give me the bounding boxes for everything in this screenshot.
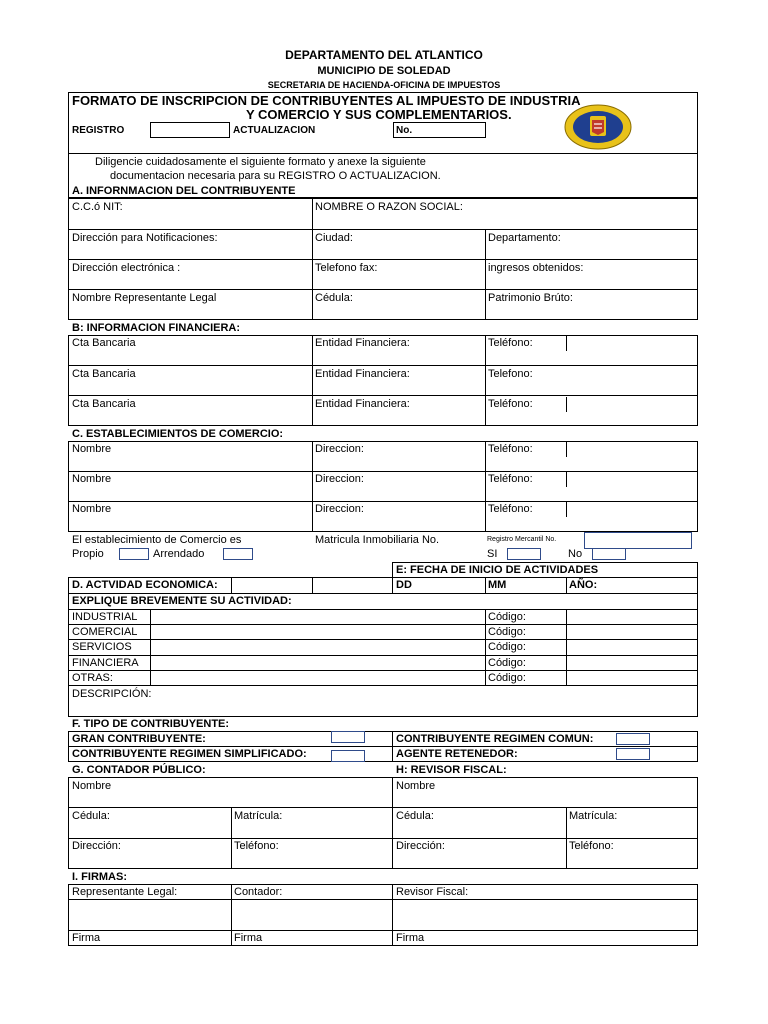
section-e-title: E: FECHA DE INICIO DE ACTIVIDADES	[396, 564, 599, 576]
representante-label: Nombre Representante Legal	[72, 292, 217, 304]
patrimonio-label: Patrimonio Brúto:	[488, 292, 573, 304]
gran-contribuyente-label: GRAN CONTRIBUYENTE:	[72, 733, 206, 745]
financiera-label: FINANCIERA	[72, 657, 139, 669]
si-label: SI	[487, 548, 498, 560]
section-c-title: C. ESTABLECIMIENTOS DE COMERCIO:	[72, 428, 284, 440]
dd-label: DD	[396, 579, 412, 591]
contador-matricula-label: Matrícula:	[234, 810, 283, 822]
propio-checkbox[interactable]	[119, 548, 149, 560]
explique-label: EXPLIQUE BREVEMENTE SU ACTIVIDAD:	[72, 595, 292, 607]
regimen-comun-checkbox[interactable]	[616, 733, 650, 745]
arrendado-checkbox[interactable]	[223, 548, 253, 560]
nombre-c-1: Nombre	[72, 443, 112, 455]
establecimiento-label: El establecimiento de Comercio es	[72, 534, 242, 546]
codigo-4: Código:	[488, 657, 526, 669]
registro-mercantil-label: Registro Mercantil No.	[487, 536, 557, 543]
cedula-label: Cédula:	[315, 292, 353, 304]
agente-retenedor-checkbox[interactable]	[616, 748, 650, 760]
telefono-c-1: Teléfono:	[488, 443, 533, 455]
direccion-elec-label: Dirección electrónica :	[72, 262, 181, 274]
regimen-comun-label: CONTRIBUYENTE REGIMEN COMUN:	[396, 733, 594, 745]
actualizacion-label: ACTUALIZACION	[233, 125, 316, 136]
municipal-seal-icon	[563, 104, 633, 150]
ciudad-label: Ciudad:	[315, 232, 353, 244]
numero-label: No.	[396, 125, 413, 136]
propio-label: Propio	[72, 548, 104, 560]
contador-direccion-label: Dirección:	[72, 840, 121, 852]
firma-contador-label: Contador:	[234, 886, 283, 898]
codigo-3: Código:	[488, 641, 526, 653]
registro-input[interactable]	[150, 122, 230, 138]
arrendado-label: Arrendado	[153, 548, 205, 560]
no-checkbox[interactable]	[592, 548, 626, 560]
agente-retenedor-label: AGENTE RETENEDOR:	[396, 748, 518, 760]
section-f-title: F. TIPO DE CONTRIBUYENTE:	[72, 718, 230, 730]
entidad-3: Entidad Financiera:	[315, 398, 410, 410]
firma-2: Firma	[234, 932, 263, 944]
telefono-b-1: Teléfono:	[488, 337, 533, 349]
regimen-simpl-label: CONTRIBUYENTE REGIMEN SIMPLIFICADO:	[72, 748, 307, 760]
revisor-telefono-label: Teléfono:	[569, 840, 614, 852]
firma-1: Firma	[72, 932, 101, 944]
revisor-nombre-label: Nombre	[396, 780, 436, 792]
mm-label: MM	[488, 579, 507, 591]
departamento-label: Departamento:	[488, 232, 561, 244]
cta-bancaria-3: Cta Bancaria	[72, 398, 136, 410]
firma-3: Firma	[396, 932, 425, 944]
industrial-label: INDUSTRIAL	[72, 611, 138, 623]
section-i-title: I. FIRMAS:	[72, 871, 127, 883]
revisor-direccion-label: Dirección:	[396, 840, 445, 852]
revisor-cedula-label: Cédula:	[396, 810, 434, 822]
servicios-label: SERVICIOS	[72, 641, 132, 653]
regimen-simpl-checkbox[interactable]	[331, 750, 365, 762]
intro-line2: documentacion necesaria para su REGISTRO O ACTUALIZACION.	[110, 170, 441, 182]
telefono-c-2: Teléfono:	[488, 473, 533, 485]
ingresos-label: ingresos obtenidos:	[488, 262, 584, 274]
header-line3: SECRETARIA DE HACIENDA-OFICINA DE IMPUESTOS	[267, 80, 501, 90]
form-title-line1: FORMATO DE INSCRIPCION DE CONTRIBUYENTES AL IMPUESTO DE INDUSTRIA	[72, 93, 581, 108]
codigo-1: Código:	[488, 611, 526, 623]
telefono-b-2: Telefono:	[488, 368, 533, 380]
form-title-line2: Y COMERCIO Y SUS COMPLEMENTARIOS.	[246, 107, 512, 122]
intro-line1: Diligencie cuidadosamente el siguiente formato y anexe la siguiente	[95, 156, 426, 168]
descripcion-label: DESCRIPCIÓN:	[72, 688, 152, 700]
nombre-c-2: Nombre	[72, 473, 112, 485]
header-line1: DEPARTAMENTO DEL ATLANTICO	[285, 48, 483, 62]
entidad-2: Entidad Financiera:	[315, 368, 410, 380]
telefono-c-3: Teléfono:	[488, 503, 533, 515]
section-b-title: B: INFORMACION FINANCIERA:	[72, 322, 241, 334]
si-checkbox[interactable]	[507, 548, 541, 560]
firma-revisor-label: Revisor Fiscal:	[396, 886, 469, 898]
registro-mercantil-input[interactable]	[584, 532, 692, 549]
codigo-2: Código:	[488, 626, 526, 638]
section-d-title: D. ACTVIDAD ECONOMICA:	[72, 579, 218, 591]
nombre-c-3: Nombre	[72, 503, 112, 515]
contador-nombre-label: Nombre	[72, 780, 112, 792]
gran-contribuyente-checkbox[interactable]	[331, 731, 365, 743]
entidad-1: Entidad Financiera:	[315, 337, 410, 349]
direccion-notif-label: Dirección para Notificaciones:	[72, 232, 218, 244]
anio-label: AÑO:	[569, 579, 598, 591]
telefono-b-3: Teléfono:	[488, 398, 533, 410]
contador-cedula-label: Cédula:	[72, 810, 110, 822]
cta-bancaria-2: Cta Bancaria	[72, 368, 136, 380]
section-h-title: H: REVISOR FISCAL:	[396, 764, 507, 776]
telefono-fax-label: Telefono fax:	[315, 262, 378, 274]
matricula-inmob-label: Matricula Inmobiliaria No.	[315, 534, 440, 546]
revisor-matricula-label: Matrícula:	[569, 810, 618, 822]
comercial-label: COMERCIAL	[72, 626, 138, 638]
section-gh-table	[68, 777, 698, 869]
nombre-razon-label: NOMBRE O RAZON SOCIAL:	[315, 201, 463, 213]
direccion-c-2: Direccion:	[315, 473, 364, 485]
otras-label: OTRAS:	[72, 672, 113, 684]
direccion-c-1: Direccion:	[315, 443, 364, 455]
registro-label: REGISTRO	[72, 125, 125, 136]
header-line2: MUNICIPIO DE SOLEDAD	[317, 65, 451, 77]
codigo-5: Código:	[488, 672, 526, 684]
section-g-title: G. CONTADOR PÚBLICO:	[72, 764, 206, 776]
direccion-c-3: Direccion:	[315, 503, 364, 515]
no-label: No	[568, 548, 583, 560]
firma-representante-label: Representante Legal:	[72, 886, 178, 898]
contador-telefono-label: Teléfono:	[234, 840, 279, 852]
cc-nit-label: C.C.ó NIT:	[72, 201, 123, 213]
section-c-table	[68, 441, 698, 532]
cta-bancaria-1: Cta Bancaria	[72, 337, 136, 349]
section-a-title: A. INFORNMACION DEL CONTRIBUYENTE	[72, 185, 296, 197]
